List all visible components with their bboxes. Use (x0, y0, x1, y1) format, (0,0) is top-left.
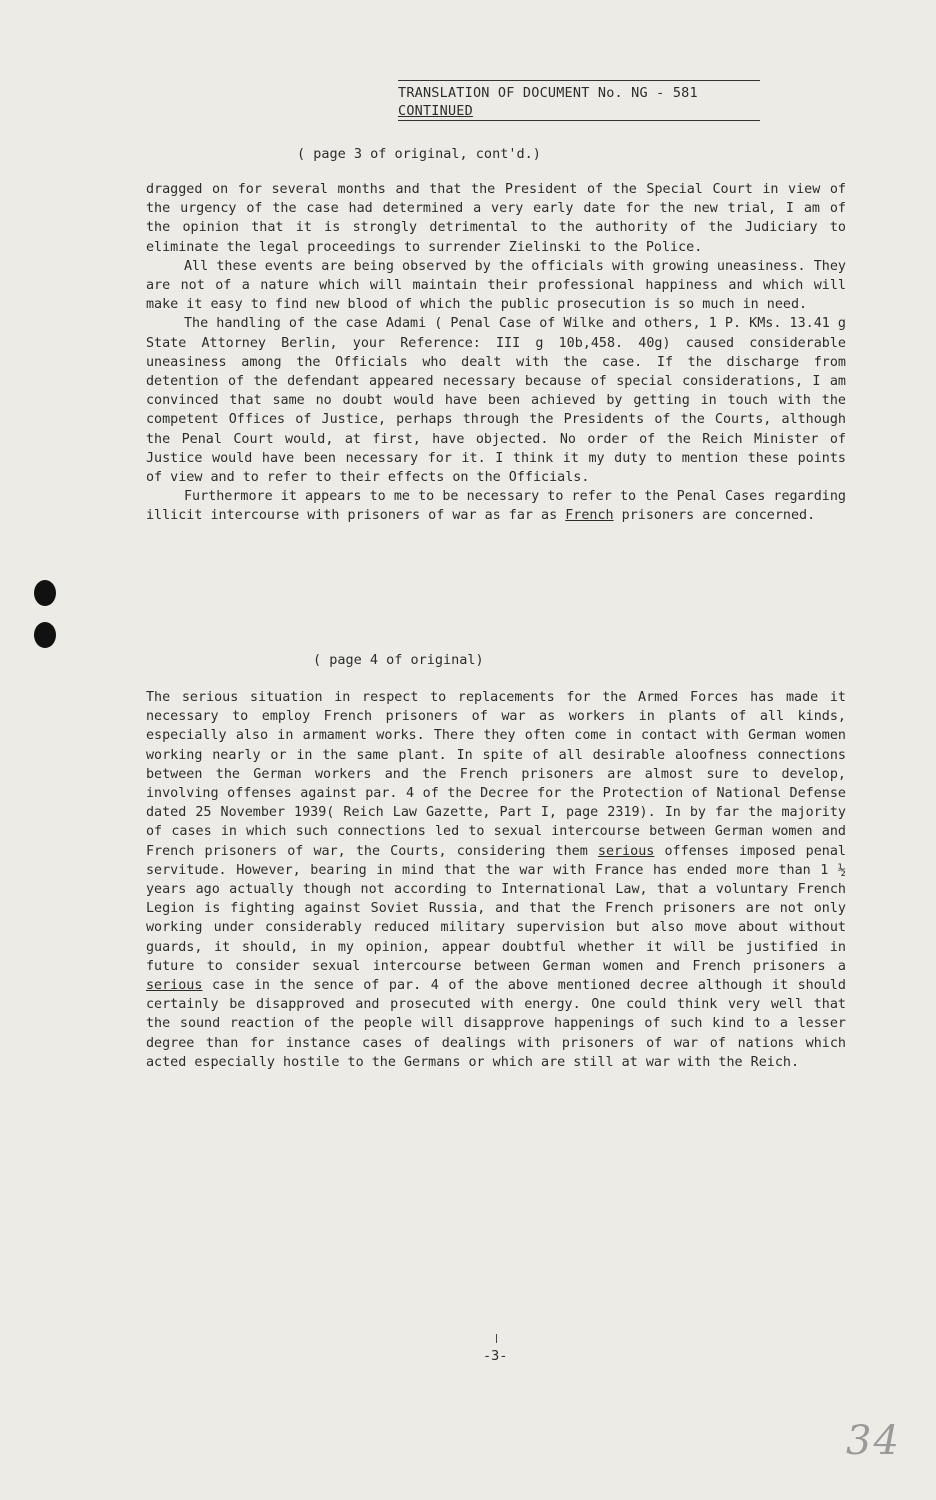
header-continued: CONTINUED (398, 103, 473, 119)
paragraph-5-part-2: offenses imposed penal servitude. However, bearing in mind that the war with France has ended more than 1 ½ years ago actually though not according to International Law, that a voluntary French Legion is fighting against Soviet Russia, and that the French prisoners are not only working under considerably reduced military supervision but also move about without guards, it should, in my opinion, appear doubtful whether it will be justified in future to consider sexual intercourse between German women and French prisoners a (146, 843, 846, 974)
underlined-serious-1: serious (597, 843, 655, 859)
header-title: TRANSLATION OF DOCUMENT No. NG - 581 (398, 85, 698, 101)
paragraph-2: All these events are being observed by the officials with growing uneasiness. They are not of a nature which will maintain their professional happiness and which will make it easy to find new blood of which the public prosecution is so much in need. (146, 258, 846, 313)
underlined-french: French (565, 508, 614, 524)
paragraph-1: dragged on for several months and that the President of the Special Court in view of the urgency of the case had determined a very early date for the new trial, I am of the opinion that it is strongly detrimental to the authority of the Judiciary to eliminate the legal proceedings to surrender Zielinski to the Police. (146, 182, 846, 255)
body-section-2 (146, 688, 846, 1072)
underlined-serious-2: serious (146, 978, 203, 994)
page-reference-top: ( page 3 of original, cont'd.) (297, 146, 541, 162)
header-rule (398, 80, 760, 81)
page-reference-mid: ( page 4 of original) (313, 652, 484, 668)
paragraph-5-part-3: case in the sence of par. 4 of the above mentioned decree although it should certainly be disapproved and prosecuted with energy. One could think very well that the sound reaction of the people will disapprove happenings of such kind to a lesser degree than for instance cases of dealings with prisoners of war of nations which acted especially hostile to the Germans or which are still at war with the Reich. (146, 978, 846, 1070)
header-continued-line (398, 103, 760, 121)
punch-hole-top (34, 580, 56, 606)
paragraph-4 (146, 487, 846, 525)
paragraph-3: The handling of the case Adami ( Penal Case of Wilke and others, 1 P. KMs. 13.41 g State Attorney Berlin, your Reference: III g 10b,458. 40g) caused considerable uneasiness among the Officials who dealt with the case. If the discharge from detention of the defendant appeared necessary because of special considerations, I am convinced that same no doubt would have been achieved by getting in touch with the competent Offices of Justice, perhaps through the Presidents of the Courts, although the Penal Court would, at first, have objected. No order of the Reich Minister of Justice would have been necessary for it. I think it my duty to mention these points of view and to refer to their effects on the Officials. (146, 316, 846, 486)
document-header (398, 80, 760, 121)
page-number: -3- (483, 1348, 508, 1364)
paragraph-5-part-1: The serious situation in respect to replacements for the Armed Forces has made it necessary to employ French prisoners of war as workers in plants of all kinds, especially also in armament works. There they often come in contact with German women working nearly or in the same plant. In spite of all desirable aloofness connections between the German workers and the French prisoners are almost sure to develop, involving offenses against par. 4 of the Decree for the Protection of National Defense dated 25 November 1939( Reich Law Gazette, Part I, page 2319). In by far the majority of cases in which such connections led to sexual intercourse between German women and French prisoners of war, the Courts, considering them (146, 690, 846, 859)
punch-hole-bottom (34, 622, 56, 648)
paragraph-4-text: Furthermore it appears to me to be necessary to refer to the Penal Cases regarding illicit intercourse with prisoners of war as far as (146, 489, 846, 524)
page-number-tick (496, 1334, 497, 1343)
paragraph-4-end: prisoners are concerned. (613, 508, 816, 524)
paragraph-5 (146, 688, 846, 1072)
handwritten-page-number: 34 (846, 1418, 901, 1464)
body-section-1 (146, 180, 846, 526)
